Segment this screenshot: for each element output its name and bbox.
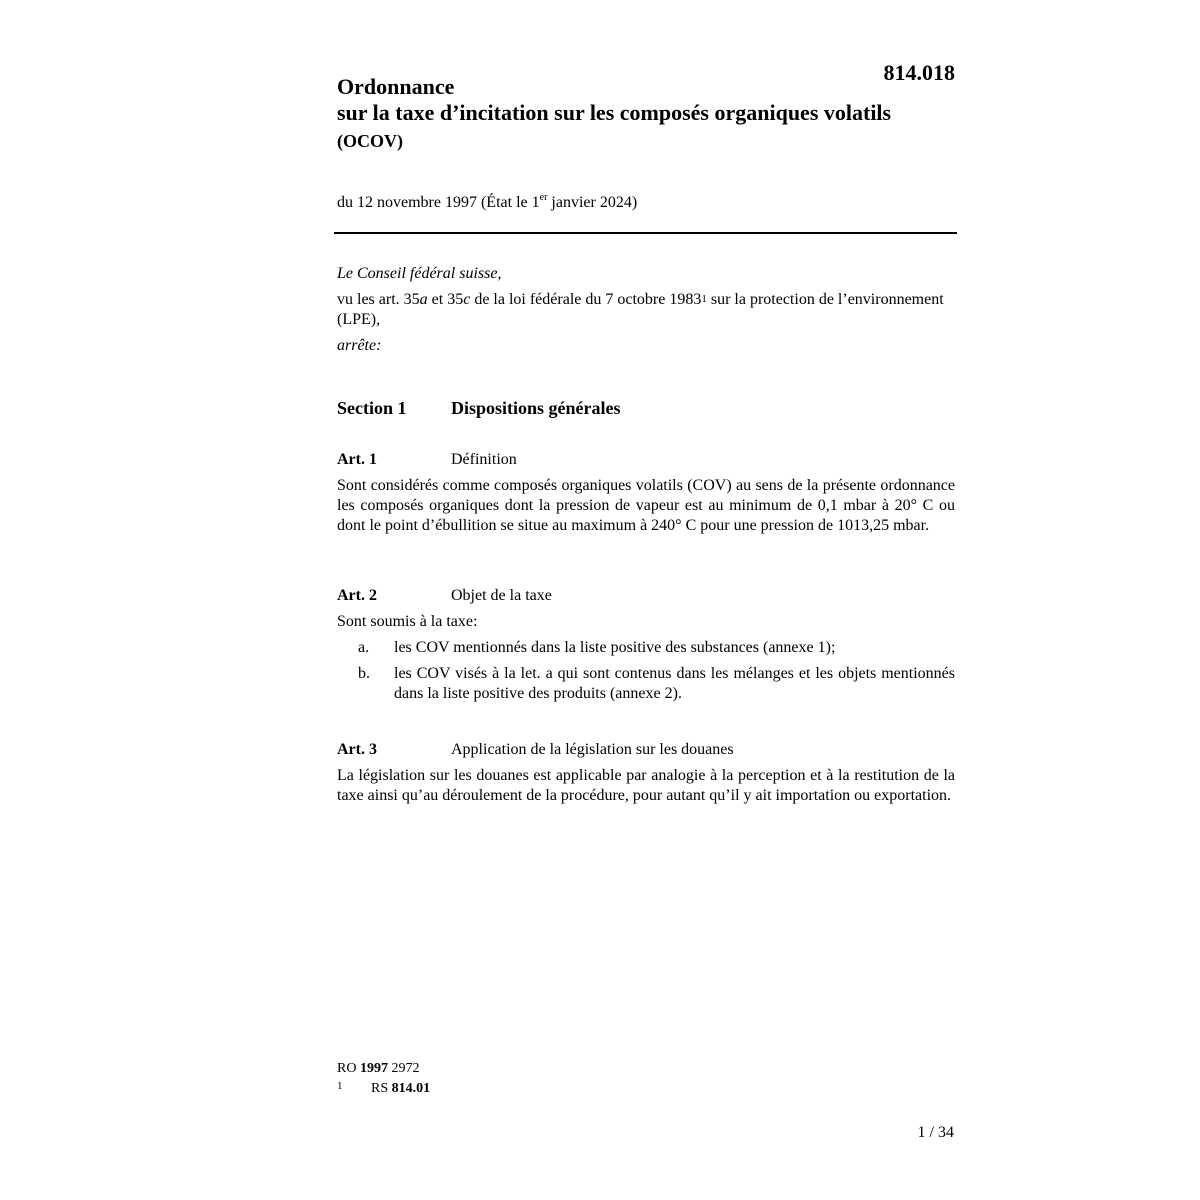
article-number: Art. 2	[337, 587, 377, 604]
footnote-reference[interactable]: 1	[701, 293, 707, 305]
sr-number: 814.018	[883, 60, 955, 85]
section-title: Dispositions générales	[451, 398, 621, 418]
article-number: Art. 1	[337, 451, 377, 468]
footnote-mark: 1	[337, 1080, 343, 1092]
preamble	[337, 264, 955, 356]
article-heading	[337, 450, 955, 470]
basis-text-2: et 35	[427, 291, 464, 308]
basis-text-1: vu les art. 35	[337, 291, 420, 308]
article-3	[337, 740, 955, 806]
basis-italic-c: c	[463, 291, 471, 308]
article-title: Application de la législation sur les douanes	[451, 741, 734, 758]
article-title: Objet de la taxe	[451, 587, 552, 604]
article-heading	[337, 586, 955, 606]
article-number: Art. 3	[337, 741, 377, 758]
list-letter: b.	[358, 665, 370, 682]
list-item	[337, 638, 955, 658]
title-line-3: (OCOV)	[337, 131, 403, 151]
section-heading	[337, 398, 621, 419]
basis-text-3: de la loi fédérale du 7 octobre 1983	[470, 291, 702, 308]
preamble-decree: arrête:	[337, 337, 382, 354]
title-divider	[334, 232, 957, 234]
footnote-1	[337, 1079, 430, 1099]
article-text: La législation sur les douanes est applicable par analogie à la perception et à la restitution de la taxe ainsi qu’au déroulement de la procédure, pour autant qu’il y ait importation ou exportation.	[337, 767, 955, 804]
article-text: Sont considérés comme composés organiques volatils (COV) au sens de la présente ordonnance les composés organiques dont la pression de vapeur est au minimum de 0,1 mbar à 20° C ou dont le point d’ébullition se situe au maximum à 240° C pour une pression de 1013,25 mbar.	[337, 477, 955, 534]
article-title: Définition	[451, 451, 517, 468]
ro-prefix: RO	[337, 1061, 360, 1076]
footnotes	[337, 1059, 430, 1099]
article-heading	[337, 740, 955, 760]
section-number: Section 1	[337, 398, 407, 418]
page-number: 1 / 34	[917, 1124, 954, 1141]
date-prefix: du 12 novembre 1997 (État le 1	[337, 194, 540, 211]
preamble-authority: Le Conseil fédéral suisse,	[337, 265, 502, 282]
list-text: les COV mentionnés dans la liste positive des substances (annexe 1);	[394, 639, 836, 656]
title-line-1: Ordonnance	[337, 74, 455, 99]
date-superscript: er	[539, 192, 548, 203]
article-intro: Sont soumis à la taxe:	[337, 613, 478, 630]
list-letter: a.	[358, 639, 370, 656]
footnote-prefix: RS	[371, 1081, 392, 1096]
basis-italic-a: a	[419, 291, 428, 308]
list-text: les COV visés à la let. a qui sont contenus dans les mélanges et les objets mentionnés dans la liste positive des produits (annexe 2).	[394, 665, 955, 702]
ro-year: 1997	[359, 1061, 388, 1076]
preamble-legal-basis	[337, 290, 955, 330]
article-1	[337, 450, 955, 536]
footnote-text	[371, 1079, 430, 1099]
date-line	[337, 194, 637, 212]
footnote-rs-number[interactable]: 814.01	[391, 1081, 431, 1096]
basis-text-4: sur la protection de l’environnement (LPE),	[337, 291, 944, 328]
document-title	[337, 74, 957, 156]
date-suffix: janvier 2024)	[547, 194, 638, 211]
ro-page: 2972	[387, 1061, 420, 1076]
article-2	[337, 586, 955, 704]
title-line-2: sur la taxe d’incitation sur les composés organiques volatils	[337, 100, 892, 125]
list-item	[337, 664, 955, 704]
